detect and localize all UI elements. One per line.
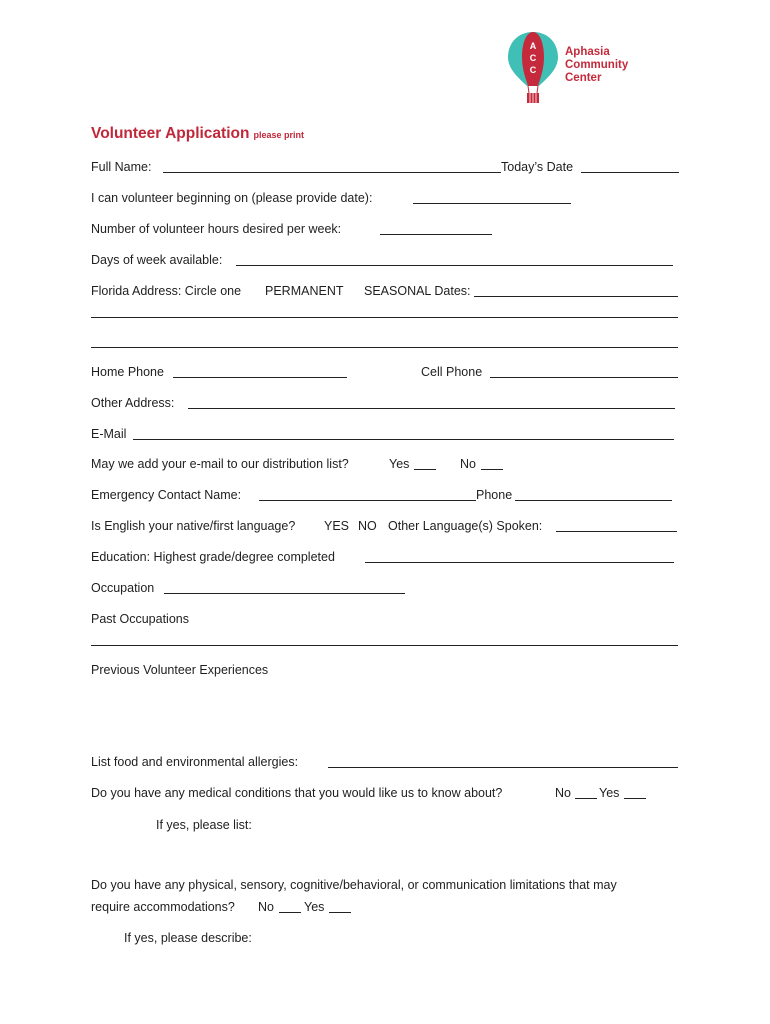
begin-date-field[interactable] xyxy=(413,203,571,204)
label-if-yes-describe: If yes, please describe: xyxy=(124,931,252,945)
logo-line-3: Center xyxy=(565,72,602,84)
row-emergency-contact xyxy=(91,486,679,504)
row-medical xyxy=(91,784,679,802)
label-days: Days of week available: xyxy=(91,253,223,267)
form-title xyxy=(91,125,304,143)
form-title-sub: please print xyxy=(253,130,304,140)
occupation-field[interactable] xyxy=(164,593,405,594)
logo-line-2: Community xyxy=(565,59,629,71)
aphasia-community-center-logo xyxy=(505,30,655,108)
row-hours xyxy=(91,220,679,238)
seasonal-dates-field[interactable] xyxy=(474,296,678,297)
form-title-main: Volunteer Application xyxy=(91,125,250,142)
option-permanent[interactable]: PERMANENT xyxy=(265,284,344,298)
past-occupations-field[interactable] xyxy=(91,645,678,646)
row-english xyxy=(91,517,679,535)
label-other-address: Other Address: xyxy=(91,396,175,410)
address-line-1[interactable] xyxy=(91,317,678,318)
row-past-occupations xyxy=(91,610,679,628)
emergency-phone-field[interactable] xyxy=(515,500,672,501)
home-phone-field[interactable] xyxy=(173,377,347,378)
label-english: Is English your native/first language? xyxy=(91,519,296,533)
row-full-name xyxy=(91,158,679,176)
distribution-yes-field[interactable] xyxy=(414,469,436,470)
option-english-no[interactable]: NO xyxy=(358,519,377,533)
label-limitations-no: No xyxy=(258,900,274,914)
label-email: E-Mail xyxy=(91,427,127,441)
label-other-language: Other Language(s) Spoken: xyxy=(388,519,543,533)
logo-letter-c2: C xyxy=(529,65,537,75)
other-language-field[interactable] xyxy=(556,531,677,532)
distribution-no-field[interactable] xyxy=(481,469,503,470)
hot-air-balloon-icon xyxy=(505,30,565,108)
label-medical-no: No xyxy=(555,786,571,800)
full-name-field[interactable] xyxy=(163,172,501,173)
todays-date-field[interactable] xyxy=(581,172,679,173)
row-florida-address xyxy=(91,282,679,300)
row-begin-date xyxy=(91,189,679,207)
email-field[interactable] xyxy=(133,439,674,440)
label-previous-volunteer: Previous Volunteer Experiences xyxy=(91,663,269,677)
label-emergency-phone: Phone xyxy=(476,488,513,502)
logo-letter-c1: C xyxy=(529,53,537,63)
row-email xyxy=(91,425,679,443)
label-home-phone: Home Phone xyxy=(91,365,164,379)
logo-letter-a: A xyxy=(529,41,537,51)
logo-wordmark xyxy=(565,46,655,85)
row-if-yes-list xyxy=(91,816,679,834)
label-limitations-2: require accommodations? xyxy=(91,900,235,914)
label-full-name: Full Name: xyxy=(91,160,152,174)
label-medical-yes: Yes xyxy=(599,786,620,800)
label-allergies: List food and environmental allergies: xyxy=(91,755,299,769)
row-distribution-list xyxy=(91,455,679,473)
row-previous-volunteer xyxy=(91,661,679,679)
limitations-yes-field[interactable] xyxy=(329,912,351,913)
medical-no-field[interactable] xyxy=(575,798,597,799)
label-education: Education: Highest grade/degree completed xyxy=(91,550,335,564)
row-limitations-2 xyxy=(91,898,679,916)
hours-field[interactable] xyxy=(380,234,492,235)
row-occupation xyxy=(91,579,679,597)
label-distribution-no: No xyxy=(460,457,476,471)
row-education xyxy=(91,548,679,566)
row-days xyxy=(91,251,679,269)
row-other-address xyxy=(91,394,679,412)
row-limitations-1 xyxy=(91,876,679,894)
label-cell-phone: Cell Phone xyxy=(421,365,483,379)
medical-yes-field[interactable] xyxy=(624,798,646,799)
education-field[interactable] xyxy=(365,562,674,563)
label-if-yes-list: If yes, please list: xyxy=(156,818,252,832)
address-line-2[interactable] xyxy=(91,347,678,348)
label-past-occupations: Past Occupations xyxy=(91,612,189,626)
row-allergies xyxy=(91,753,679,771)
label-medical: Do you have any medical conditions that you would like us to know about? xyxy=(91,786,503,800)
days-field[interactable] xyxy=(236,265,673,266)
label-hours: Number of volunteer hours desired per week: xyxy=(91,222,342,236)
emergency-contact-field[interactable] xyxy=(259,500,476,501)
label-occupation: Occupation xyxy=(91,581,155,595)
label-begin-date: I can volunteer beginning on (please provide date): xyxy=(91,191,373,205)
cell-phone-field[interactable] xyxy=(490,377,678,378)
label-limitations-yes: Yes xyxy=(304,900,325,914)
label-limitations-1: Do you have any physical, sensory, cognitive/behavioral, or communication limitations that may xyxy=(91,878,617,892)
row-if-yes-describe xyxy=(91,929,679,947)
row-phones xyxy=(91,363,679,381)
option-seasonal[interactable]: SEASONAL Dates: xyxy=(364,284,471,298)
label-todays-date: Today’s Date xyxy=(501,160,574,174)
label-distribution-list: May we add your e-mail to our distribution list? xyxy=(91,457,349,471)
label-emergency-contact: Emergency Contact Name: xyxy=(91,488,242,502)
option-english-yes[interactable]: YES xyxy=(324,519,350,533)
logo-line-1: Aphasia xyxy=(565,46,610,58)
label-distribution-yes: Yes xyxy=(389,457,410,471)
limitations-no-field[interactable] xyxy=(279,912,301,913)
label-florida-address: Florida Address: Circle one xyxy=(91,284,242,298)
other-address-field[interactable] xyxy=(188,408,675,409)
allergies-field[interactable] xyxy=(328,767,678,768)
